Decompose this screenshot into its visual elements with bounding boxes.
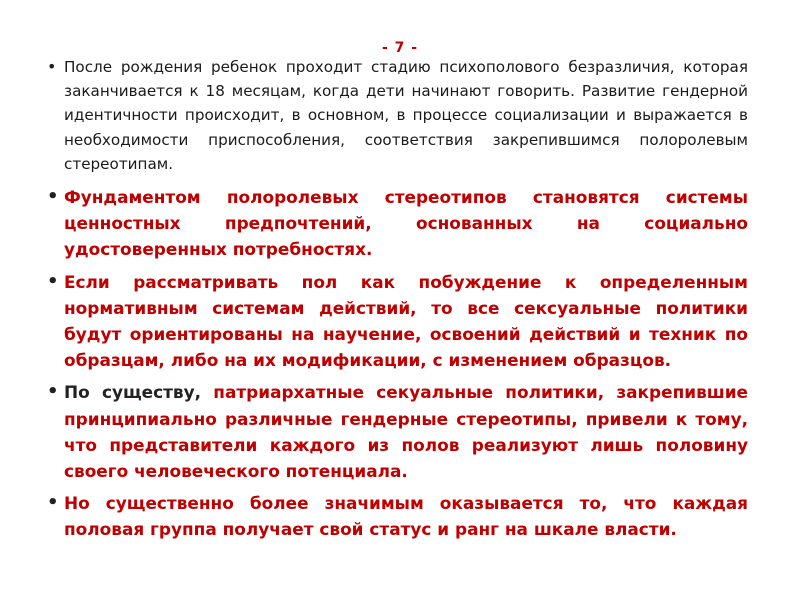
bullet-item-1: • После рождения ребенок проходит стадию психополового безразличия, которая заканчивается к 18 месяцам, когда дети начинают говорить. Развитие гендерной идентичности происходит, в основном, в процессе социализации и выражается в необходимости приспособления, соответствия закрепившимся полоролевым стереотипам. <box>64 55 748 176</box>
bullet-item-3: • Если рассматривать пол как побуждение к определенным нормативным системам действий, то все сексуальные политики будут ориентированы на научение, освоений действий и техник по образцам, либо на их модификации, с изменением образцов. <box>64 269 748 374</box>
bullet-item-4 <box>64 379 748 484</box>
bullet-item-4-lead: По существу, <box>64 382 214 403</box>
bullet-list <box>64 55 748 549</box>
bullet-item-2: • Фундаментом полоролевых стереотипов становятся системы ценностных предпочтений, основанных на социально удостоверенных потребностях. <box>64 184 748 263</box>
bullet-item-4-highlight: патриархатные секуальные политики, закрепившие принципиально различные гендерные стереотипы, привели к тому, что представители каждого из полов реализуют лишь половину своего человеческого потенциала. <box>64 382 748 482</box>
bullet-item-5: • Но существенно более значимым оказывается то, что каждая половая группа получает свой статус и ранг на шкале власти. <box>64 490 748 542</box>
page-number: - 7 - <box>381 40 419 56</box>
